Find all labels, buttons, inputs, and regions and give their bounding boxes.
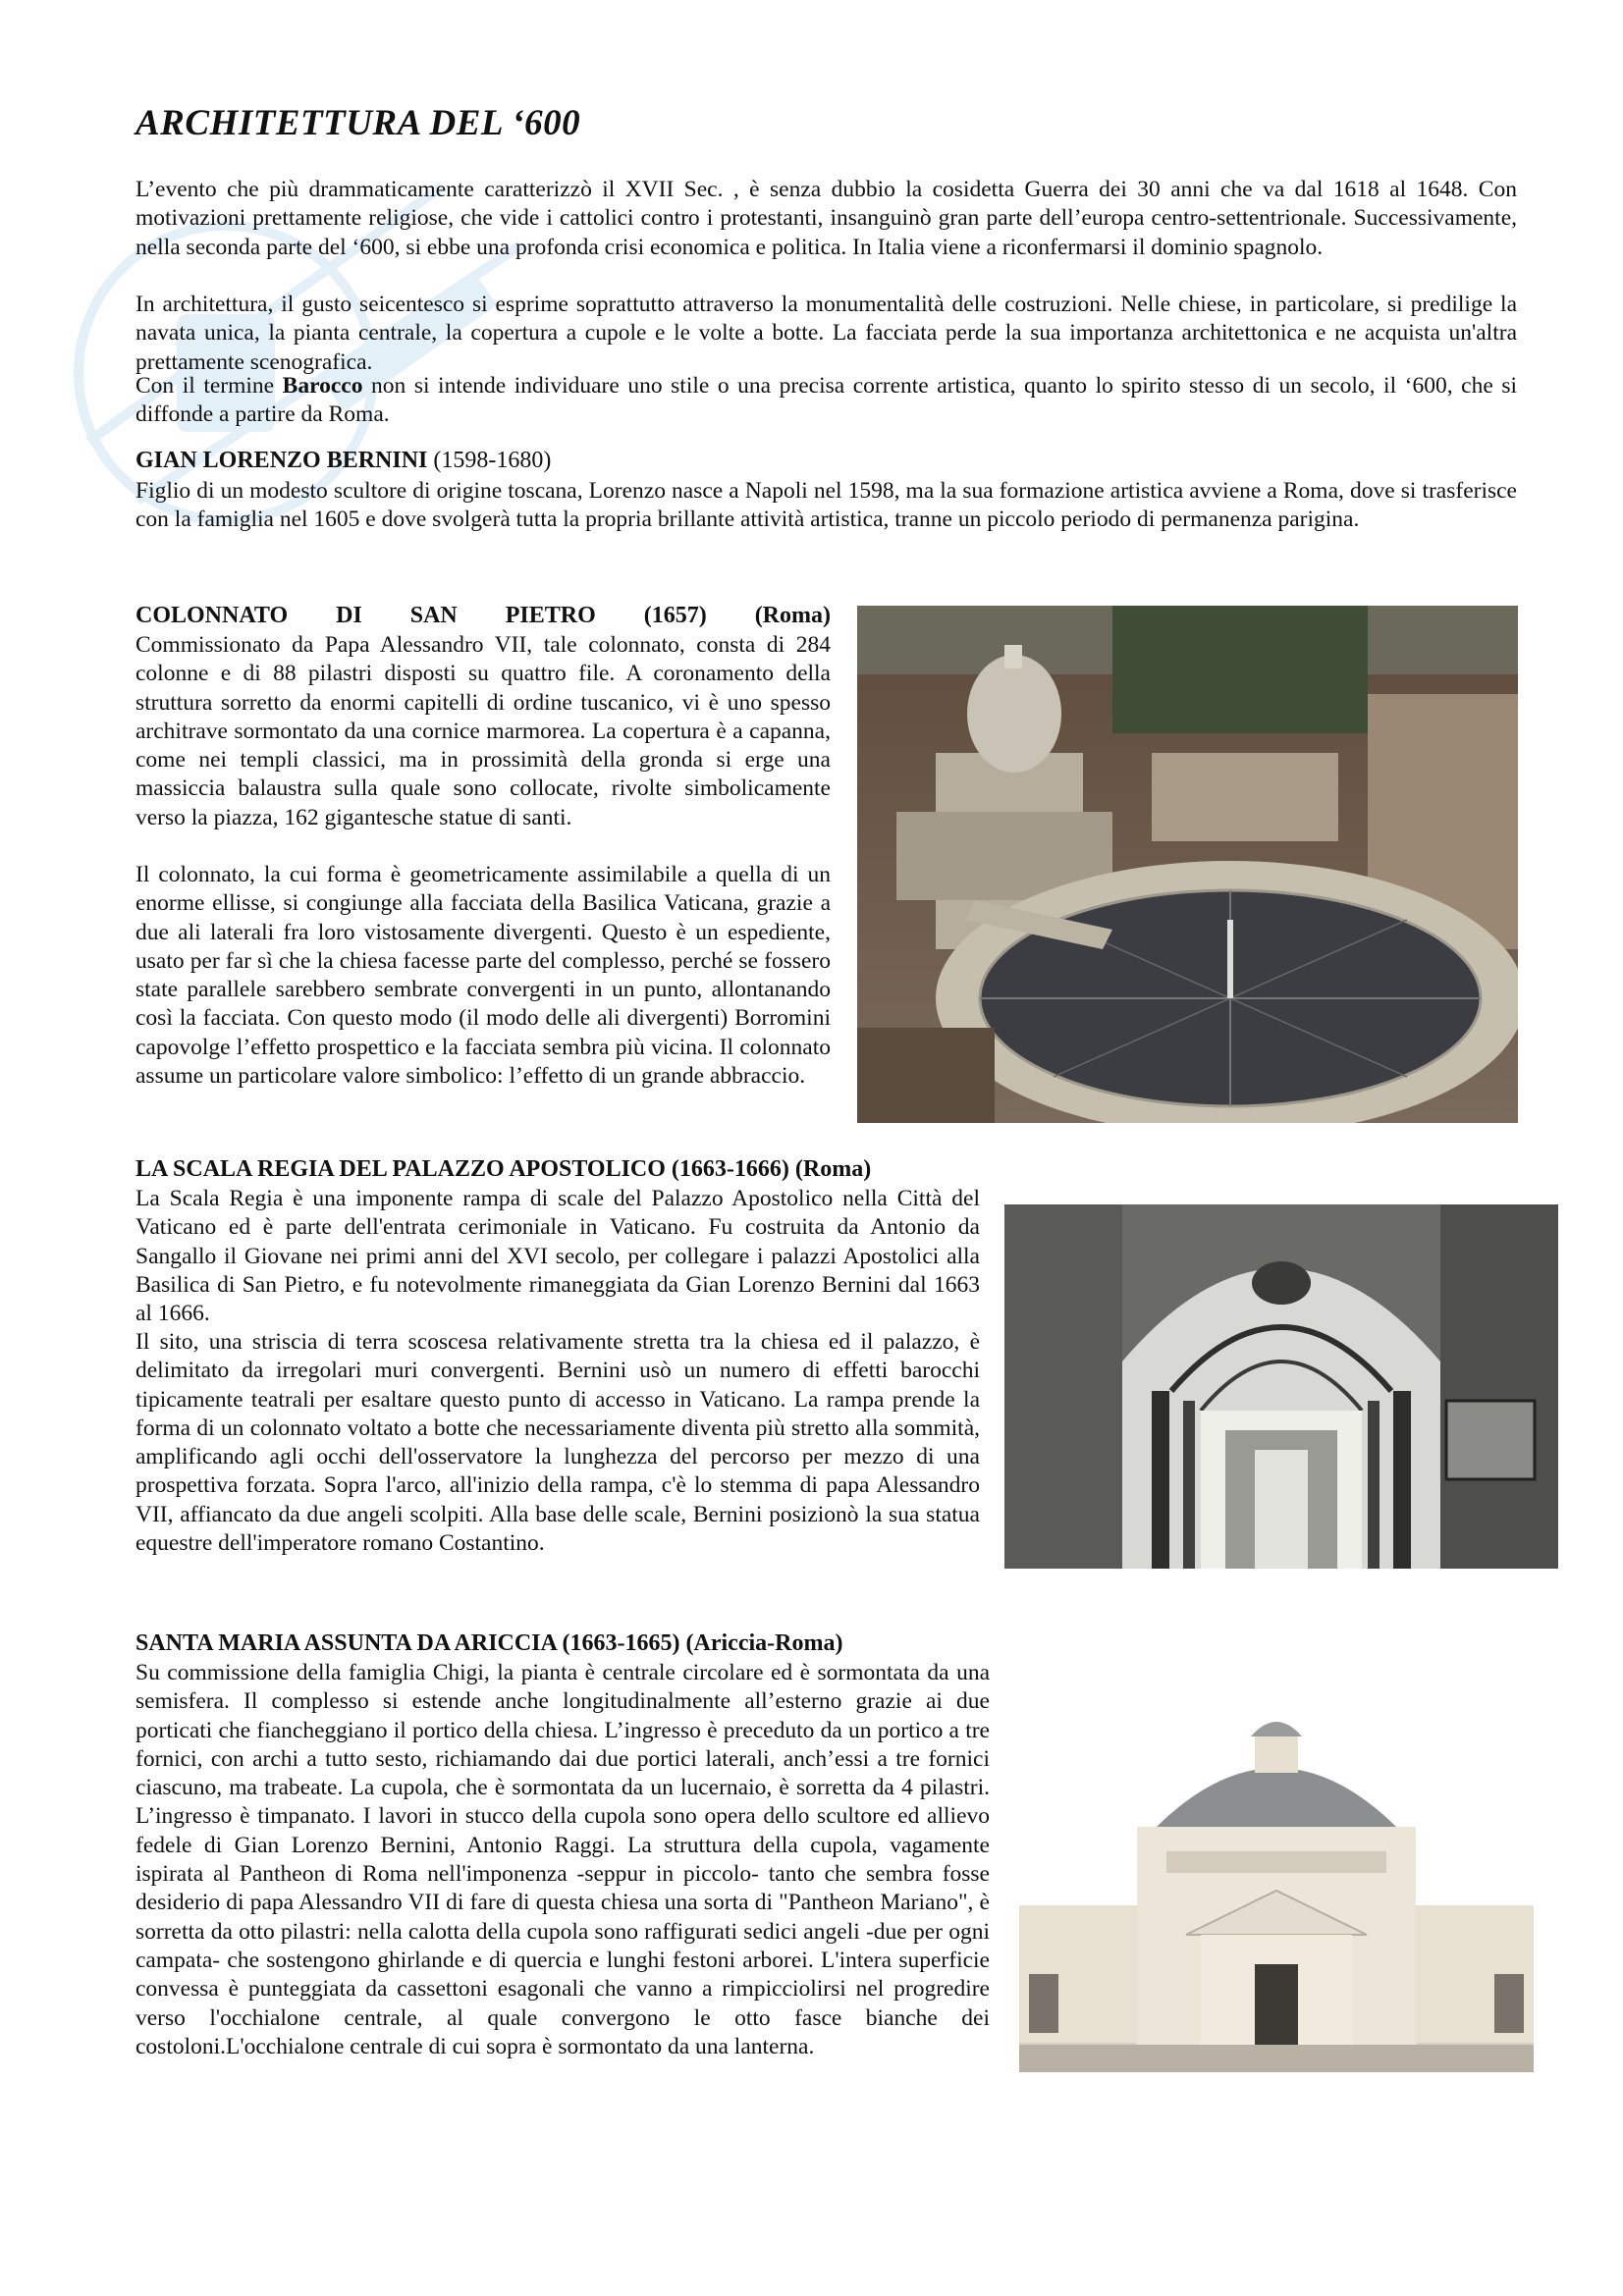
- santa-maria-assunta-photo: [1019, 1680, 1534, 2072]
- scala-regia-engraving: [1004, 1204, 1558, 1569]
- santa-maria-heading: SANTA MARIA ASSUNTA DA ARICCIA (1663-1665) (Ariccia-Roma): [135, 1630, 843, 1656]
- bernini-bio: Figlio di un modesto scultore di origine toscana, Lorenzo nasce a Napoli nel 1598, ma la sua formazione artistica avviene a Roma, dove si trasferisce con la famiglia nel 1605 e dove svolgerà tutta la propria brillante attività artistica, tranne un piccolo periodo di permanenza parigina.: [135, 478, 1517, 533]
- scala-regia-paragraph-2: Il sito, una striscia di terra scoscesa relativamente stretta tra la chiesa ed il palazzo, è delimitato da irregolari muri convergenti. Bernini usò un numero di effetti barocchi tipicamente teatrali per esaltare questo punto di accesso in Vaticano. La rampa prende la forma di un colonnato voltato a botte che necessariamente diventa più stretto alla sommità, amplificando agli occhi dell'osservatore la lunghezza del percorso per mezzo di una prospettiva forzata. Sopra l'arco, all'inizio della rampa, c'è lo stemma di papa Alessandro VII, affiancato da due angeli scolpiti. Alla base delle scale, Bernini posizionò la sua statua equestre dell'imperatore romano Costantino.: [135, 1329, 980, 1557]
- barocco-text-after: non si intende individuare uno stile o una precisa corrente artistica, quanto lo spirito stesso di un secolo, il ‘600, che si diffonde a partire da Roma.: [135, 373, 1517, 428]
- bernini-name: GIAN LORENZO BERNINI: [135, 448, 428, 473]
- colonnato-paragraph-1: Commissionato da Papa Alessandro VII, tale colonnato, consta di 284 colonne e di 88 pilastri disposti su quattro file. A coronamento della struttura sorretto da enormi capitelli di ordine tuscanico, vi è uno spesso architrave sormontato da una cornice marmorea. La copertura è a capanna, come nei templi classici, ma in prossimità della gronda si erge una massiccia balaustra sulla quale sono collocate, rivolte simbolicamente verso la piazza, 162 gigantesche statue di santi.: [135, 632, 831, 830]
- intro-paragraph-2: In architettura, il gusto seicentesco si esprime soprattutto attraverso la monumentalità delle costruzioni. Nelle chiese, in particolare, si predilige la navata unica, la pianta centrale, la copertura a cupole e le volte a botte. La facciata perde la sua importanza architettonica e ne acquista un'altra prettamente scenografica.: [135, 292, 1517, 375]
- colonnato-heading: COLONNATO DI SAN PIETRO (1657) (Roma): [135, 603, 831, 628]
- scala-regia-heading: LA SCALA REGIA DEL PALAZZO APOSTOLICO (1663-1666) (Roma): [135, 1156, 872, 1182]
- barocco-term: Barocco: [282, 373, 363, 399]
- page-title: ARCHITETTURA DEL ‘600: [135, 103, 581, 143]
- bernini-dates: (1598-1680): [427, 448, 552, 473]
- scala-regia-paragraph-1: La Scala Regia è una imponente rampa di scale del Palazzo Apostolico nella Città del Vaticano ed è parte dell'entrata cerimoniale in Vaticano. Fu costruita da Antonio da Sangallo il Giovane nei primi anni del XVI secolo, per collegare i palazzi Apostolici alla Basilica di San Pietro, e fu notevolmente rimaneggiata da Gian Lorenzo Bernini dal 1663 al 1666.: [135, 1186, 980, 1327]
- intro-paragraph-1: L’evento che più drammaticamente caratterizzò il XVII Sec. , è senza dubbio la cosidetta Guerra dei 30 anni che va dal 1618 al 1648. Con motivazioni prettamente religiose, che vide i cattolici contro i protestanti, insanguinò gran parte dell’europa centro-settentrionale. Successivamente, nella seconda parte del ‘600, si ebbe una profonda crisi economica e politica. In Italia viene a riconfermarsi il dominio spagnolo.: [135, 177, 1517, 260]
- bernini-heading: [135, 448, 551, 474]
- colonnato-paragraph-2: Il colonnato, la cui forma è geometricamente assimilabile a quella di un enorme ellisse, si congiunge alla facciata della Basilica Vaticana, grazie a due ali laterali fra loro vistosamente divergenti. Questo è un espediente, usato per far sì che la chiesa facesse parte del complesso, perché se fossero state parallele sarebbero sembrate convergenti in un punto, allontanando così la facciata. Con questo modo (il modo delle ali divergenti) Borromini capovolge l’effetto prospettico e la facciata sembra più vicina. Il colonnato assume un particolare valore simbolico: l’effetto di un grande abbraccio.: [135, 862, 831, 1090]
- santa-maria-paragraph: Su commissione della famiglia Chigi, la pianta è centrale circolare ed è sormontata da una semisfera. Il complesso si estende anche longitudinalmente all’esterno grazie ai due porticati che fiancheggiano il portico della chiesa. L’ingresso è preceduto da un portico a tre fornici, con archi a tutto sesto, richiamando dai due portici laterali, anch’essi a tre fornici ciascuno, ma trabeate. La cupola, che è sormontata da un lucernaio, è sorretta da 4 pilastri. L’ingresso è timpanato. I lavori in stucco della cupola sono opera dello scultore ed allievo fedele di Gian Lorenzo Bernini, Antonio Raggi. La struttura della cupola, vagamente ispirata al Pantheon di Roma nell'imponenza -seppur in piccolo- tanto che sembra fosse desiderio di papa Alessandro VII di fare di questa chiesa una sorta di "Pantheon Mariano", è sorretta da otto pilastri: nella calotta della cupola sono raffigurati sedici angeli -due per ogni campata- che sostengono ghirlande e di quercia e lunghi festoni arborei. L'intera superficie convessa è punteggiata da cassettoni esagonali che vanno a rimpicciolirsi nel progredire verso l'occhialone centrale, al quale convergono le otto fasce bianche dei costoloni.L'occhialone centrale di cui sopra è sormontato da una lanterna.: [135, 1660, 990, 2059]
- barocco-text-before: Con il termine: [135, 373, 283, 399]
- san-pietro-aerial-photo: [857, 606, 1518, 1123]
- barocco-paragraph: [135, 372, 1517, 430]
